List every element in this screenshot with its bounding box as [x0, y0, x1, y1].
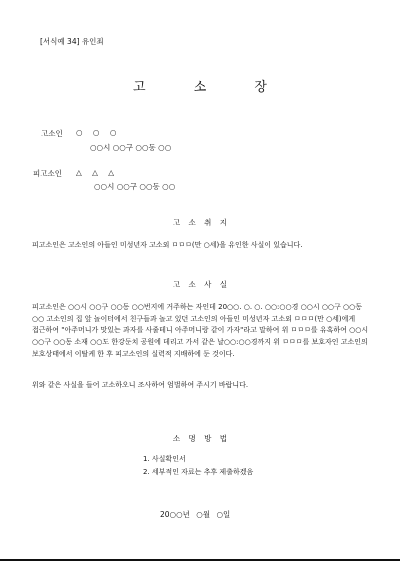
facts-heading: 고 소 사 실 — [172, 280, 231, 289]
evidence-item: 2. 세부적인 자료는 추후 제출하겠음 — [143, 468, 254, 476]
complainant-label: 고소인 — [41, 129, 63, 138]
defendant-name: △ △ △ — [76, 168, 119, 177]
evidence-heading: 소 명 방 법 — [172, 434, 231, 443]
date-year: 20○○년 — [160, 510, 190, 519]
date-month: ○월 — [196, 510, 211, 519]
defendant-address: ○○시 ○○구 ○○동 ○○ — [94, 182, 176, 191]
defendant-label: 피고소인 — [33, 169, 62, 178]
facts-closing: 위와 같은 사실을 들어 고소하오니 조사하여 엄벌하여 주시기 바랍니다. — [32, 381, 249, 389]
bottom-rule — [0, 559, 400, 561]
form-number-label: [서식예 34] 유인죄 — [40, 37, 104, 46]
evidence-item: 1. 사실확인서 — [143, 455, 186, 463]
document-title: 고 소 장 — [133, 80, 289, 95]
purpose-text: 피고소인은 고소인의 아들인 미성년자 고소외 ㅁㅁㅁ(만 ○세)을 유인한 사실이 있습니다. — [32, 241, 303, 249]
document-date — [160, 509, 234, 520]
complainant-address: ○○시 ○○구 ○○동 ○○ — [90, 143, 172, 152]
complainant-name: ○ ○ ○ — [76, 128, 121, 137]
purpose-heading: 고 소 취 지 — [172, 218, 231, 227]
facts-text: 피고소인은 ○○시 ○○구 ○○동 ○○번지에 거주하는 자인데 20○○. ○. ○. ○○:○○경 ○○시 ○○구 ○○동 ○○ 고소인의 집 앞 놀이터에서 친구들과 놀고 있던 고소인의 아들인 미성년자 고소외 ㅁㅁㅁ(만 ○세)에게 접근하여 "아주머니가 맛있는 과자를 사줄테니 아주머니랑 같이 가자"라고 말하여 위 ㅁㅁㅁ를 유혹하여 ○○시 ○○구 ○○동 소재 ○○도 한강둔치 공원에 데리고 가서 같은 날○○:○○경까지 위 ㅁㅁㅁ를 보호자인 고소인의 보호상태에서 이탈케 한 후 피고소인의 실력적 지배하에 둔 것이다. — [32, 303, 369, 358]
date-day: ○일 — [216, 510, 231, 519]
